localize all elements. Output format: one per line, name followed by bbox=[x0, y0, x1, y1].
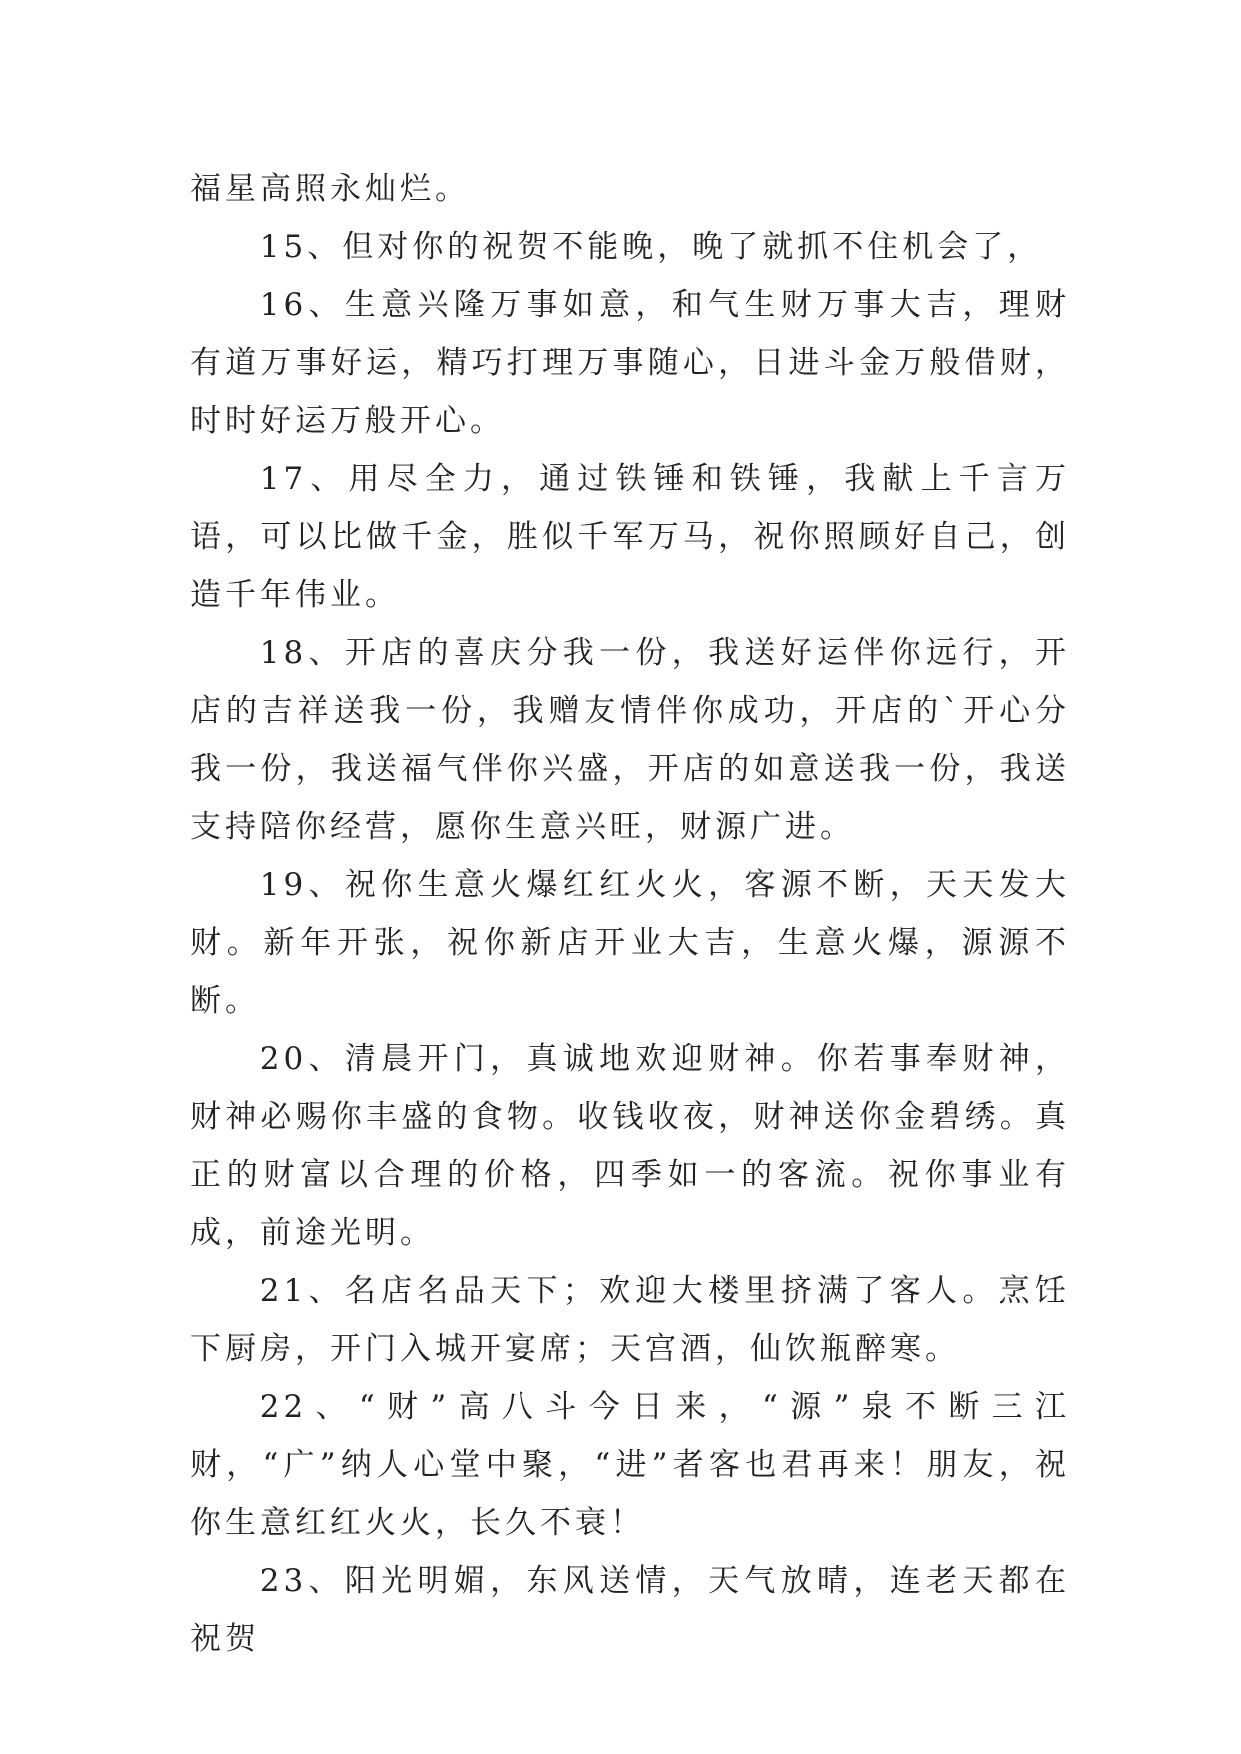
paragraph-item-22: 22、“财”高八斗今日来，“源”泉不断三江财，“广”纳人心堂中聚，“进”者客也君再来！朋友，祝你生意红红火火，长久不衰！ bbox=[190, 1389, 1070, 1541]
paragraph-item-19: 19、祝你生意火爆红红火火，客源不断，天天发大财。新年开张，祝你新店开业大吉，生意火爆，源源不断。 bbox=[190, 867, 1070, 1019]
paragraph-item-21: 21、名店名品天下；欢迎大楼里挤满了客人。烹饪下厨房，开门入城开宴席；天宫酒，仙饮瓶醉寒。 bbox=[190, 1273, 1070, 1367]
paragraph-continuation: 福星高照永灿烂。 bbox=[190, 171, 470, 207]
paragraph-item-18: 18、开店的喜庆分我一份，我送好运伴你远行，开店的吉祥送我一份，我赠友情伴你成功，开店的`开心分我一份，我送福气伴你兴盛，开店的如意送我一份，我送支持陪你经营，愿你生意兴旺，财源广进。 bbox=[190, 635, 1070, 845]
paragraph-item-17: 17、用尽全力，通过铁锤和铁锤，我献上千言万语，可以比做千金，胜似千军万马，祝你照顾好自己，创造千年伟业。 bbox=[190, 461, 1070, 613]
paragraph-item-15: 15、但对你的祝贺不能晚，晚了就抓不住机会了， bbox=[259, 229, 1043, 265]
paragraph-item-23: 23、阳光明媚，东风送情，天气放晴，连老天都在祝贺 bbox=[190, 1563, 1070, 1657]
document-body bbox=[190, 160, 1070, 1668]
paragraph-item-16: 16、生意兴隆万事如意，和气生财万事大吉，理财有道万事好运，精巧打理万事随心，日进斗金万般借财，时时好运万般开心。 bbox=[190, 287, 1070, 439]
paragraph-item-20: 20、清晨开门，真诚地欢迎财神。你若事奉财神，财神必赐你丰盛的食物。收钱收夜，财神送你金碧绣。真正的财富以合理的价格，四季如一的客流。祝你事业有成，前途光明。 bbox=[190, 1041, 1070, 1251]
